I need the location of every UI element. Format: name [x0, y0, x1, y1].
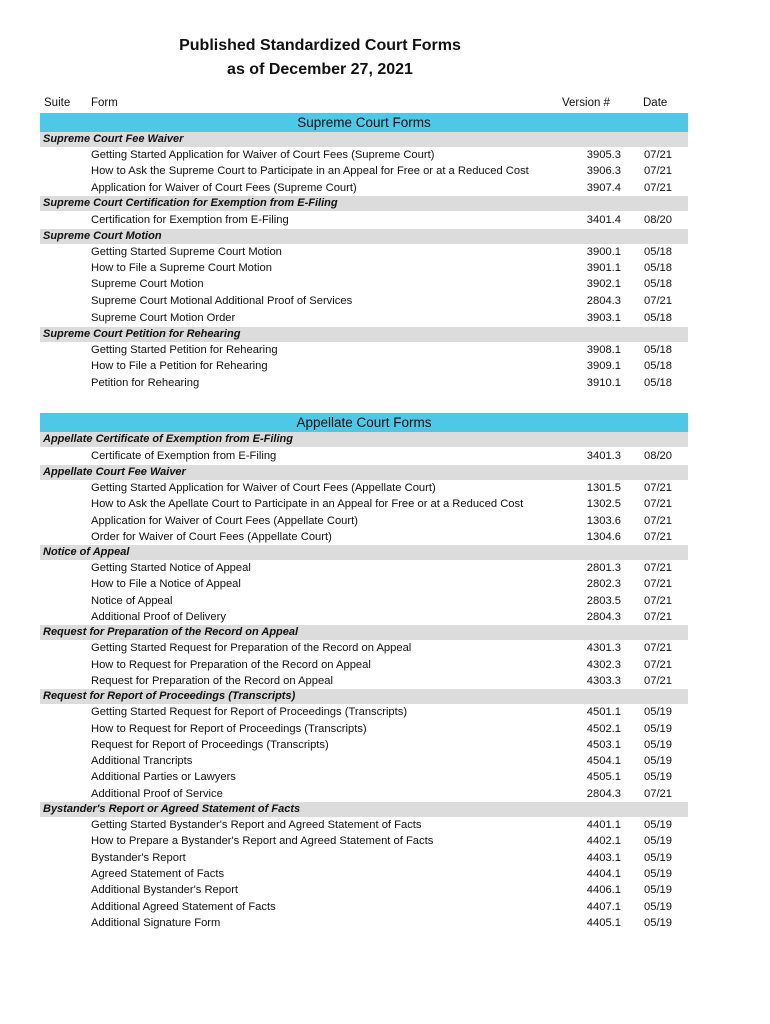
version-number: 3401.3: [586, 449, 621, 462]
document-subtitle: as of December 27, 2021: [227, 61, 413, 78]
version-number: 2804.3: [586, 294, 621, 307]
form-name: How to Request for Preparation of the Record on Appeal: [91, 658, 371, 671]
form-name: How to File a Petition for Rehearing: [91, 360, 268, 373]
form-name: Supreme Court Motion: [91, 278, 204, 291]
forms-table: [40, 113, 688, 931]
group-header: Supreme Court Motion: [40, 229, 688, 244]
form-date: 07/21: [644, 294, 672, 307]
version-number: 4504.1: [586, 755, 621, 768]
version-number: 4302.3: [586, 658, 621, 671]
version-number: 3909.1: [586, 360, 621, 373]
table-row: [40, 480, 688, 496]
version-number: 4503.1: [586, 738, 621, 751]
form-date: 05/18: [644, 344, 672, 357]
form-date: 05/19: [644, 916, 672, 929]
form-date: 05/18: [644, 262, 672, 275]
version-number: 3900.1: [586, 245, 621, 258]
form-date: 07/21: [644, 181, 672, 194]
form-name: Getting Started Petition for Rehearing: [91, 344, 278, 357]
form-name: Agreed Statement of Facts: [91, 867, 225, 880]
table-row: [40, 513, 688, 529]
form-date: 07/21: [644, 674, 672, 687]
table-row: [40, 657, 688, 673]
form-name: How to Prepare a Bystander's Report and Agreed Statement of Facts: [91, 835, 434, 848]
group-header: Supreme Court Fee Waiver: [40, 132, 688, 147]
group-header: Bystander's Report or Agreed Statement of Facts: [40, 802, 688, 817]
version-number: 4406.1: [586, 884, 621, 897]
form-date: 05/19: [644, 900, 672, 913]
version-number: 4301.3: [586, 642, 621, 655]
table-row: [40, 244, 688, 260]
form-date: 07/21: [644, 530, 672, 543]
form-name: Getting Started Notice of Appeal: [91, 562, 251, 575]
table-row: [40, 850, 688, 866]
table-row: [40, 753, 688, 769]
version-number: 2802.3: [586, 578, 621, 591]
version-number: 4401.1: [586, 819, 621, 832]
table-row: [40, 309, 688, 327]
version-number: 3902.1: [586, 278, 621, 291]
form-name: Additional Parties or Lawyers: [91, 771, 236, 784]
table-row: [40, 673, 688, 689]
version-number: 4402.1: [586, 835, 621, 848]
form-date: 05/19: [644, 884, 672, 897]
form-name: Getting Started Request for Preparation of the Record on Appeal: [91, 642, 412, 655]
form-date: 05/19: [644, 867, 672, 880]
table-row: [40, 180, 688, 196]
form-name: How to Ask the Apellate Court to Participate in an Appeal for Free or at a Reduced Cost: [91, 498, 524, 511]
table-row: [40, 496, 688, 512]
version-number: 4502.1: [586, 722, 621, 735]
version-number: 1302.5: [586, 498, 621, 511]
table-row: [40, 529, 688, 545]
form-name: Getting Started Request for Report of Proceedings (Transcripts): [91, 706, 408, 719]
table-row: [40, 704, 688, 720]
form-name: Supreme Court Motional Additional Proof of Services: [91, 294, 353, 307]
form-date: 07/21: [644, 642, 672, 655]
form-date: 07/21: [644, 658, 672, 671]
form-name: Certification for Exemption from E-Filing: [91, 213, 289, 226]
form-date: 05/19: [644, 771, 672, 784]
form-date: 07/21: [644, 165, 672, 178]
version-number: 4405.1: [586, 916, 621, 929]
form-name: Certificate of Exemption from E-Filing: [91, 449, 277, 462]
table-row: [40, 866, 688, 882]
table-row: [40, 163, 688, 179]
table-row: [40, 737, 688, 753]
form-name: How to Ask the Supreme Court to Participate in an Appeal for Free or at a Reduced Cost: [91, 165, 529, 178]
form-date: 08/20: [644, 449, 672, 462]
form-date: 05/19: [644, 722, 672, 735]
table-row: [40, 882, 688, 898]
table-row: [40, 833, 688, 849]
version-number: 3905.3: [586, 149, 621, 161]
group-header: Notice of Appeal: [40, 545, 688, 560]
table-row: [40, 147, 688, 163]
form-date: 05/18: [644, 360, 672, 373]
table-row: [40, 576, 688, 592]
table-row: [40, 260, 688, 276]
form-date: 05/19: [644, 851, 672, 864]
form-name: Additional Bystander's Report: [91, 884, 239, 897]
version-number: 3906.3: [586, 165, 621, 178]
form-date: 05/19: [644, 835, 672, 848]
form-date: 07/21: [644, 787, 672, 800]
table-row: [40, 915, 688, 931]
form-name: Additional Agreed Statement of Facts: [91, 900, 276, 913]
form-date: 08/20: [644, 213, 672, 226]
table-row: [40, 899, 688, 915]
version-number: 4403.1: [586, 851, 621, 864]
form-name: Application for Waiver of Court Fees (Supreme Court): [91, 181, 357, 194]
table-row: [40, 721, 688, 737]
version-number: 4303.3: [586, 674, 621, 687]
table-row: [40, 817, 688, 833]
version-number: 2801.3: [586, 562, 621, 575]
group-header: Request for Preparation of the Record on Appeal: [40, 625, 688, 640]
form-name: How to Request for Report of Proceedings (Transcripts): [91, 722, 367, 735]
form-date: 07/21: [644, 594, 672, 607]
version-number: 2804.3: [586, 611, 621, 624]
form-name: Getting Started Bystander's Report and Agreed Statement of Facts: [91, 819, 422, 832]
form-name: Additional Signature Form: [91, 916, 221, 929]
table-row: [40, 375, 688, 391]
form-date: 05/18: [644, 312, 672, 325]
table-row: [40, 211, 688, 229]
version-number: 4404.1: [586, 867, 621, 880]
form-date: 05/18: [644, 278, 672, 291]
form-date: 05/18: [644, 245, 672, 258]
group-header: Appellate Certificate of Exemption from E-Filing: [40, 432, 688, 447]
form-name: Additional Proof of Delivery: [91, 611, 226, 624]
column-header-date: Date: [643, 97, 668, 109]
table-row: [40, 358, 688, 374]
form-name: Request for Report of Proceedings (Transcripts): [91, 738, 329, 751]
version-number: 4501.1: [586, 706, 621, 719]
table-row: [40, 276, 688, 292]
form-date: 07/21: [644, 578, 672, 591]
document-title: Published Standardized Court Forms: [179, 37, 461, 54]
version-number: 3907.4: [586, 181, 621, 194]
version-number: 3901.1: [586, 262, 621, 275]
group-header: Supreme Court Certification for Exemption from E-Filing: [40, 196, 688, 211]
table-row: [40, 593, 688, 609]
form-date: 07/21: [644, 611, 672, 624]
group-header: Supreme Court Petition for Rehearing: [40, 327, 688, 342]
form-name: How to File a Supreme Court Motion: [91, 262, 272, 275]
column-header-version: Version #: [562, 97, 610, 109]
form-name: How to File a Notice of Appeal: [91, 578, 241, 591]
version-number: 1303.6: [586, 514, 621, 527]
table-row: [40, 786, 688, 802]
version-number: 3908.1: [586, 344, 621, 357]
table-row: [40, 342, 688, 358]
form-date: 05/18: [644, 376, 672, 389]
form-date: 07/21: [644, 562, 672, 575]
version-number: 2804.3: [586, 787, 621, 800]
section-header: Appellate Court Forms: [40, 413, 688, 432]
table-row: [40, 447, 688, 465]
form-name: Notice of Appeal: [91, 594, 173, 607]
column-header-suite: Suite: [44, 97, 71, 109]
form-date: 05/19: [644, 819, 672, 832]
table-row: [40, 769, 688, 785]
form-name: Bystander's Report: [91, 851, 186, 864]
form-name: Order for Waiver of Court Fees (Appellate Court): [91, 530, 332, 543]
form-name: Getting Started Supreme Court Motion: [91, 245, 282, 258]
form-date: 07/21: [644, 498, 672, 511]
version-number: 4407.1: [586, 900, 621, 913]
form-date: 05/19: [644, 755, 672, 768]
form-date: 05/19: [644, 706, 672, 719]
version-number: 3401.4: [586, 213, 621, 226]
form-name: Petition for Rehearing: [91, 376, 200, 389]
form-name: Request for Preparation of the Record on Appeal: [91, 674, 333, 687]
group-header: Appellate Court Fee Waiver: [40, 465, 688, 480]
version-number: 3910.1: [586, 376, 621, 389]
table-row: [40, 560, 688, 576]
section-spacer: [40, 391, 688, 413]
group-header: Request for Report of Proceedings (Transcripts): [40, 689, 688, 704]
form-name: Additional Trancripts: [91, 755, 193, 768]
form-date: 07/21: [644, 481, 672, 494]
table-row: [40, 640, 688, 656]
form-date: 07/21: [644, 514, 672, 527]
section-header: Supreme Court Forms: [40, 113, 688, 132]
form-name: Application for Waiver of Court Fees (Appellate Court): [91, 514, 358, 527]
form-name: Getting Started Application for Waiver of Court Fees (Appellate Court): [91, 481, 436, 494]
version-number: 3903.1: [586, 312, 621, 325]
table-row: [40, 293, 688, 309]
version-number: 1304.6: [586, 530, 621, 543]
form-date: 07/21: [644, 149, 672, 161]
version-number: 4505.1: [586, 771, 621, 784]
form-date: 05/19: [644, 738, 672, 751]
table-row: [40, 609, 688, 625]
version-number: 2803.5: [586, 594, 621, 607]
column-header-form: Form: [91, 97, 118, 109]
form-name: Getting Started Application for Waiver of Court Fees (Supreme Court): [91, 149, 435, 161]
form-name: Supreme Court Motion Order: [91, 312, 236, 325]
form-name: Additional Proof of Service: [91, 787, 223, 800]
version-number: 1301.5: [586, 481, 621, 494]
